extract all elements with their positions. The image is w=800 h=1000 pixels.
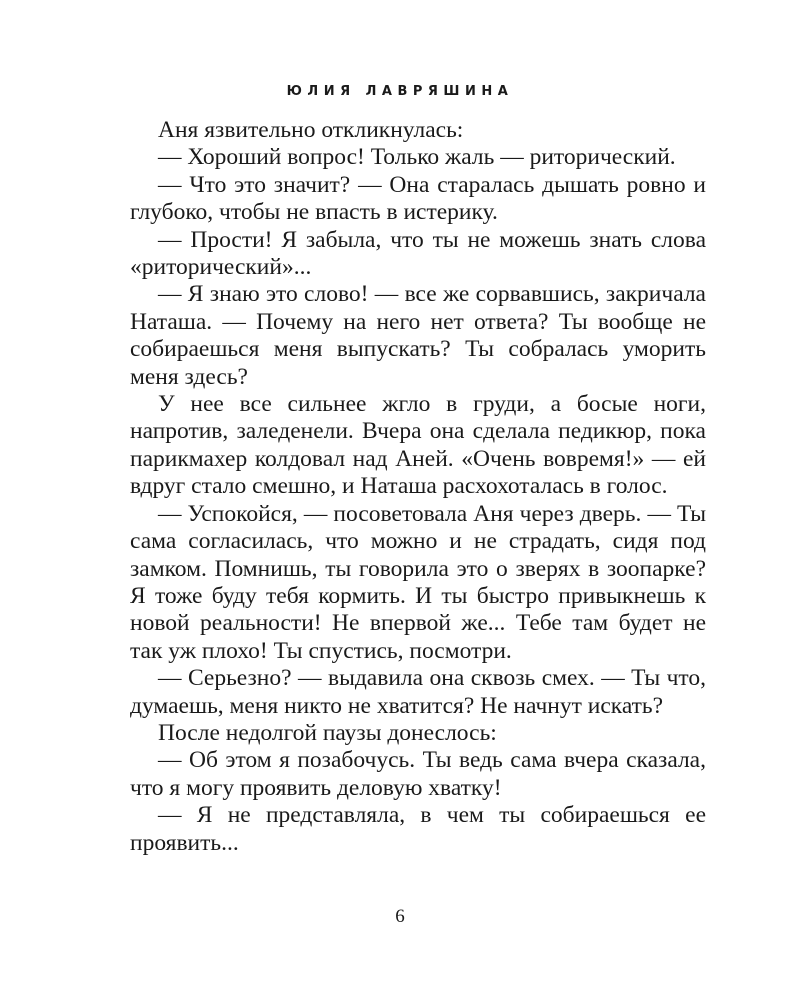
paragraph: — Что это значит? — Она старалась дышать ровно и глубоко, чтобы не впасть в истерику. [130,171,706,226]
paragraph: — Я не представляла, в чем ты собираешься ее проявить... [130,802,706,856]
running-head-author: ЮЛИЯ ЛАВРЯШИНА [286,84,514,99]
paragraph: — Серьезно? — выдавила она сквозь смех. — Ты что, думаешь, меня никто не хватится? Не начнут искать? [130,665,706,719]
paragraph: Аня язвительно откликнулась: [158,117,464,143]
body-text [130,117,706,857]
paragraph: У нее все сильнее жгло в груди, а босые ноги, напротив, заледенели. Вчера она сделала педикюр, пока парикмахер колдовал над Аней. «Очень вовремя!» — ей вдруг стало смешно, и Наташа расхохоталась в голос. [130,391,706,500]
paragraph: После недолгой паузы донеслось: [158,719,497,746]
paragraph: — Я знаю это слово! — все же сорвавшись, закричала Наташа. — Почему на него нет ответа? Ты вообще не собираешься меня выпускать? Ты собралась уморить меня здесь? [130,281,706,390]
page-number: 6 [395,906,405,927]
paragraph: — Прости! Я забыла, что ты не можешь знать слова «риторический»... [130,226,706,281]
paragraph: — Хороший вопрос! Только жаль — риторический. [158,144,676,171]
paragraph: — Успокойся, — посоветовала Аня через дверь. — Ты сама согласилась, что можно и не страдать, сидя под замком. Помнишь, ты говорила это о зверях в зоопарке? Я тоже буду тебя кормить. И ты быстро привыкнешь к новой реальности! Не впервой же... Тебе там будет не так уж плохо! Ты спустись, посмотри. [130,500,706,664]
paragraph: — Об этом я позабочусь. Ты ведь сама вчера сказала, что я могу проявить деловую хватку! [130,747,706,801]
